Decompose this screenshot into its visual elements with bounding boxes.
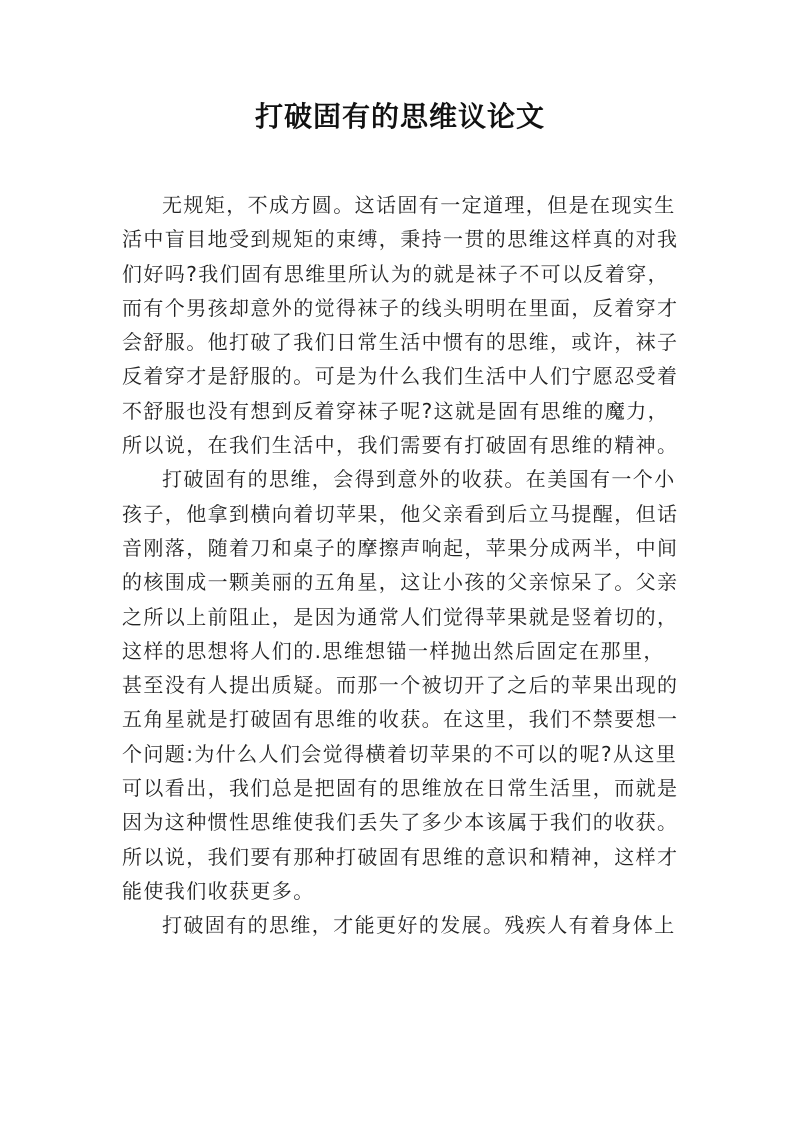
paragraph-2-line-1: 打破固有的思维，会得到意外的收获。在美国有一个小 [162, 467, 676, 492]
paragraph-1-line-6: 反着穿才是舒服的。可是为什么我们生活中人们宁愿忍受着 [122, 364, 679, 389]
paragraph-1-line-5: 会舒服。他打破了我们日常生活中惯有的思维，或许，袜子 [122, 330, 679, 355]
paragraph-2-line-6: 这样的思想将人们的.思维想锚一样抛出然后固定在那里， [122, 638, 665, 663]
paragraph-2-line-2: 孩子，他拿到横向着切苹果，他父亲看到后立马提醒，但话 [122, 501, 679, 526]
paragraph-2-line-9: 个问题:为什么人们会觉得横着切苹果的不可以的呢?从这里 [122, 741, 678, 766]
paragraph-2-line-11: 因为这种惯性思维使我们丢失了多少本该属于我们的收获。 [122, 810, 679, 835]
document-body [122, 188, 682, 943]
paragraph-2-line-7: 甚至没有人提出质疑。而那一个被切开了之后的苹果出现的 [122, 673, 679, 698]
paragraph-1-line-3: 们好吗?我们固有思维里所认为的就是袜子不可以反着穿， [122, 261, 670, 286]
paragraph-2-line-10: 可以看出，我们总是把固有的思维放在日常生活里，而就是 [122, 776, 679, 801]
document-title: 打破固有的思维议论文 [254, 100, 545, 133]
paragraph-1-line-4: 而有个男孩却意外的觉得袜子的线头明明在里面，反着穿才 [122, 295, 679, 320]
paragraph-1-line-7: 不舒服也没有想到反着穿袜子呢?这就是固有思维的魔力， [122, 398, 670, 423]
paragraph-2-line-4: 的核围成一颗美丽的五角星，这让小孩的父亲惊呆了。父亲 [122, 570, 679, 595]
paragraph-2-line-3: 音刚落，随着刀和桌子的摩擦声响起，苹果分成两半，中间 [122, 535, 679, 560]
paragraph-3-line-1: 打破固有的思维，才能更好的发展。残疾人有着身体上 [162, 913, 676, 938]
paragraph-1-line-2: 活中盲目地受到规矩的束缚，秉持一贯的思维这样真的对我 [122, 227, 679, 252]
paragraph-2-line-8: 五角星就是打破固有思维的收获。在这里，我们不禁要想一 [122, 707, 679, 732]
paragraph-1-line-8: 所以说，在我们生活中，我们需要有打破固有思维的精神。 [122, 433, 679, 458]
paragraph-2-line-13: 能使我们收获更多。 [122, 878, 315, 903]
paragraph-1-line-1: 无规矩，不成方圆。这话固有一定道理，但是在现实生 [162, 193, 676, 217]
paragraph-2-line-12: 所以说，我们要有那种打破固有思维的意识和精神，这样才 [122, 844, 679, 869]
paragraph-2-line-5: 之所以上前阻止，是因为通常人们觉得苹果就是竖着切的， [122, 604, 679, 629]
